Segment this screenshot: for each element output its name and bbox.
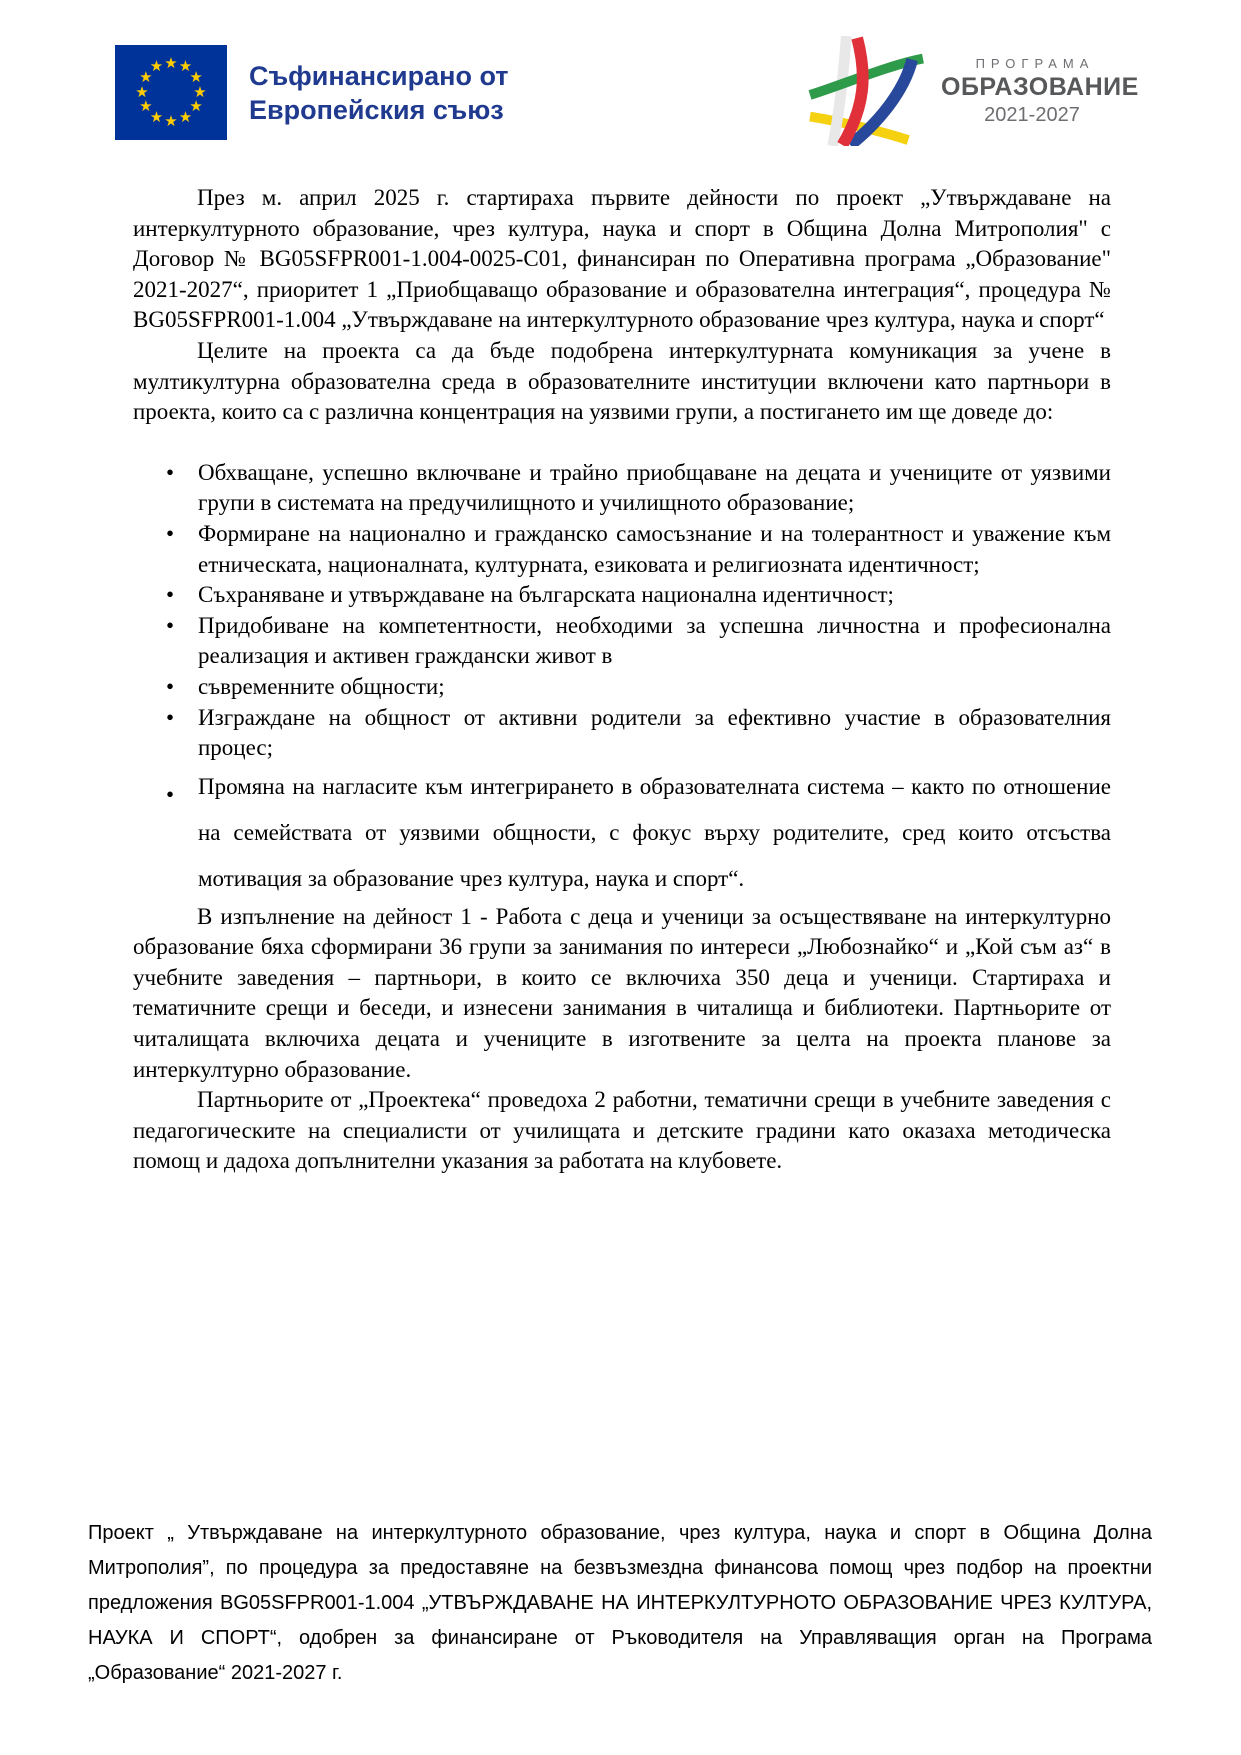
- document-body: [133, 183, 1111, 1177]
- eu-logo-text: [249, 59, 509, 127]
- bullet-item: • Изграждане на общност от активни родители за ефективно участие в образователния процес;: [133, 703, 1111, 764]
- program-logo-kicker: ПРОГРАМА: [975, 55, 1095, 71]
- program-logo-ribbons-icon: [807, 36, 925, 146]
- bullet-item: • съвременните общности;: [133, 672, 1111, 703]
- bullet-item: • Обхващане, успешно включване и трайно приобщаване на децата и учениците от уязвими групи в системата на предучилищното и училищното образование;: [133, 458, 1111, 519]
- paragraph-intro: През м. април 2025 г. стартираха първите дейности по проект „Утвърждаване на интеркултурното образование, чрез култура, наука и спорт в Община Долна Митрополия" с Договор № BG05SFPR001-1.004-0025-C01, финансиран по Оперативна програма „Образование" 2021-2027“, приоритет 1 „Приобщаващо образование и образователна интеграция“, процедура № BG05SFPR001-1.004 „Утвърждаване на интеркултурното образование чрез култура, наука и спорт“: [133, 185, 1111, 333]
- eu-logo-text-line2: Европейския съюз: [249, 94, 504, 125]
- eu-flag-icon: ★ ★ ★ ★ ★ ★ ★ ★ ★ ★ ★ ★: [115, 45, 227, 140]
- paragraph-goals: Целите на проекта са да бъде подобрена интеркултурната комуникация за учене в мултикултурна образователна среда в образователните институции включени като партньори в проекта, които са с различна концентрация на уязвими групи, а постигането им ще доведе до:: [133, 337, 1111, 425]
- program-education-logo: [807, 36, 1139, 146]
- paragraph-activity1: В изпълнение на дейност 1 - Работа с деца и ученици за осъществяване на интеркултурно образование бяха сформирани 36 групи за занимания по интереси „Любознайко“ и „Кой съм аз“ в учебните заведения – партньори, в които се включиха 350 деца и ученици. Стартираха и тематичните срещи и беседи, и изнесени занимания в читалища и библиотеки. Партньорите от читалищата включиха децата и учениците в изготвените за целта на проекта планове за интеркултурно образование.: [133, 903, 1111, 1082]
- paragraph-partners: Партньорите от „Проектека“ проведоха 2 работни, тематични срещи в учебните заведения с педагогическите на специалисти от училищата и детските градини като оказаха методическа помощ и дадоха допълнителни указания за работата на клубовете.: [133, 1087, 1111, 1174]
- eu-logo-text-line1: Съфинансирано от: [249, 60, 509, 91]
- program-logo-title: ОБРАЗОВАНИЕ: [941, 72, 1139, 101]
- bullet-item: • Промяна на нагласите към интегрирането в образователната система – както по отношение на семействата от уязвими общности, с фокус върху родителите, сред които отсъства мотивация за образование чрез култура, наука и спорт“.: [133, 764, 1111, 902]
- program-logo-years: 2021-2027: [984, 103, 1080, 126]
- bullet-list: [133, 458, 1111, 902]
- project-footer-text: Проект „ Утвърждаване на интеркултурното образование, чрез култура, наука и спорт в Община Долна Митрополия”, по процедура за предоставяне на безвъзмездна финансова помощ чрез подбор на проектни предложения BG05SFPR001-1.004 „УТВЪРЖДАВАНЕ НА ИНТЕРКУЛТУРНОТО ОБРАЗОВАНИЕ ЧРЕЗ КУЛТУРА, НАУКА И СПОРТ“, одобрен за финансиране от Ръководителя на Управляващия орган на Програма „Образование“ 2021-2027 г.: [88, 1522, 1152, 1684]
- program-logo-text: [941, 55, 1139, 127]
- eu-cofunded-logo: [115, 45, 509, 140]
- bullet-item: • Формиране на национално и гражданско самосъзнание и на толерантност и уважение към етническата, националната, културната, езиковата и религиозната идентичност;: [133, 519, 1111, 580]
- bullet-item: • Съхраняване и утвърждаване на българската национална идентичност;: [133, 580, 1111, 611]
- bullet-item: • Придобиване на компетентности, необходими за успешна личностна и професионална реализация и активен граждански живот в: [133, 611, 1111, 672]
